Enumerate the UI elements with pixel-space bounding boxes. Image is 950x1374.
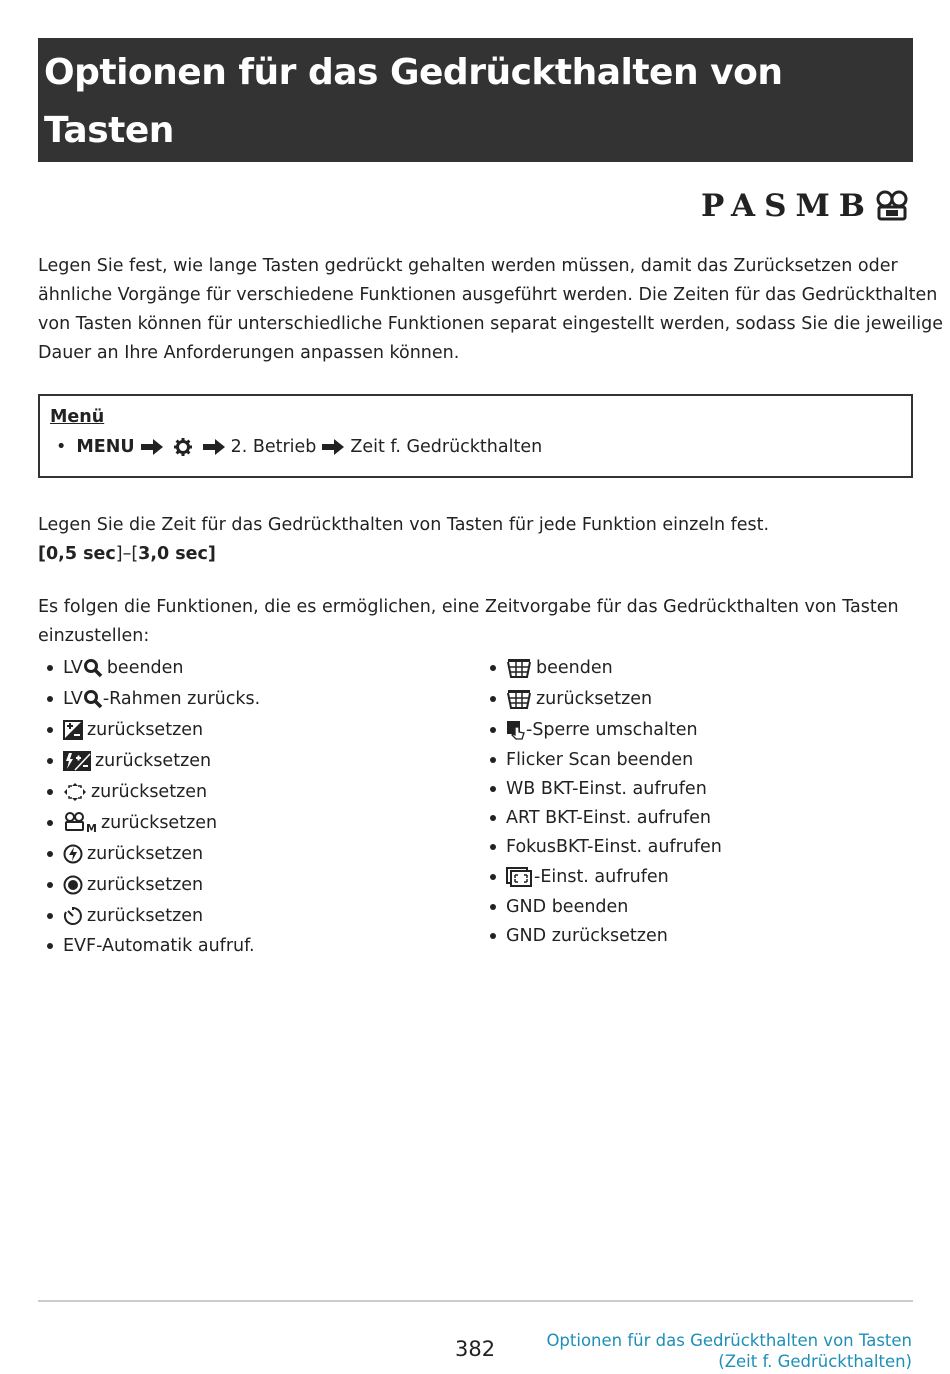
movie-camera-icon <box>874 190 910 222</box>
bullet <box>47 882 53 888</box>
bullet <box>490 815 496 821</box>
self-timer-icon <box>63 906 83 926</box>
list-item <box>38 745 260 776</box>
list-item <box>481 861 722 892</box>
item-text: WB BKT-Einst. aufrufen <box>506 778 707 799</box>
list-item <box>38 838 260 869</box>
list-item <box>38 869 260 900</box>
item-prefix: LV <box>63 657 83 678</box>
list-item <box>481 921 722 950</box>
list-item <box>481 683 722 714</box>
functions-intro <box>38 593 899 651</box>
bullet <box>490 844 496 850</box>
movie-m-icon <box>63 812 101 834</box>
item-text: Flicker Scan beenden <box>506 749 694 770</box>
af-target-icon <box>63 782 87 802</box>
item-text: ART BKT-Einst. aufrufen <box>506 807 712 828</box>
item-text: zurücksetzen <box>87 905 204 926</box>
list-item <box>38 683 260 714</box>
item-text: zurücksetzen <box>95 750 212 771</box>
magnify-icon <box>83 689 103 709</box>
item-text: beenden <box>106 657 184 678</box>
function-list-left <box>38 652 260 960</box>
intro-line: von Tasten können für unterschiedliche Funktionen separat eingestellt werden, sodass Sie die jeweilige <box>38 314 944 334</box>
menu-label: MENU <box>76 437 135 457</box>
item-text: zurücksetzen <box>87 874 204 895</box>
item-text: -Einst. aufrufen <box>534 866 669 887</box>
list-item <box>38 900 260 931</box>
flash-icon <box>63 844 83 864</box>
gear-icon <box>173 437 193 457</box>
item-text: zurücksetzen <box>87 843 204 864</box>
list-item <box>481 803 722 832</box>
bullet <box>490 727 496 733</box>
function-list-right <box>481 652 722 950</box>
functions-intro-line: einzustellen: <box>38 626 150 646</box>
footer-section-link[interactable] <box>546 1330 912 1372</box>
bullet <box>47 758 53 764</box>
bullet <box>490 874 496 880</box>
list-item <box>38 807 260 838</box>
intro-line: Dauer an Ihre Anforderungen anpassen können. <box>38 343 460 363</box>
grid-icon <box>506 689 532 709</box>
arrow-right-icon <box>320 438 346 456</box>
setting-text: Legen Sie die Zeit für das Gedrückthalten von Tasten für jede Funktion einzeln fest. <box>38 515 770 535</box>
bullet <box>490 757 496 763</box>
bullet <box>47 665 53 671</box>
list-item <box>38 931 260 960</box>
bullet <box>490 696 496 702</box>
magnify-icon <box>83 658 103 678</box>
menu-step-2: 2. Betrieb <box>230 437 317 457</box>
bullet <box>490 904 496 910</box>
mode-letters: PASMB <box>700 188 874 224</box>
intro-paragraph <box>38 252 943 368</box>
range-max: 3,0 sec] <box>138 544 216 564</box>
flash-exposure-compensation-icon <box>63 751 91 771</box>
menu-box <box>38 394 913 478</box>
item-text: zurücksetzen <box>101 812 218 833</box>
footer-divider <box>38 1300 913 1302</box>
item-text: EVF-Automatik aufruf. <box>63 935 255 956</box>
grid-icon <box>506 658 532 678</box>
item-text: beenden <box>536 657 613 678</box>
item-prefix: LV <box>63 688 83 709</box>
list-item <box>38 714 260 745</box>
bullet <box>490 786 496 792</box>
svg-text:M: M <box>86 821 97 834</box>
list-item <box>481 892 722 921</box>
list-item <box>481 652 722 683</box>
bullet <box>47 820 53 826</box>
footer-link-line-1[interactable]: Optionen für das Gedrückthalten von Tasten <box>546 1331 912 1350</box>
menu-step-3: Zeit f. Gedrückthalten <box>350 437 543 457</box>
page-number: 382 <box>455 1337 496 1361</box>
footer-link-line-2[interactable]: (Zeit f. Gedrückthalten) <box>718 1352 912 1371</box>
menu-heading: Menü <box>50 407 105 427</box>
menu-path <box>50 432 901 462</box>
bullet <box>47 696 53 702</box>
item-text: GND beenden <box>506 896 629 917</box>
shooting-modes <box>701 188 910 224</box>
bullet <box>47 727 53 733</box>
arrow-right-icon <box>201 438 227 456</box>
item-text: zurücksetzen <box>536 688 653 709</box>
list-item <box>38 776 260 807</box>
intro-line: Legen Sie fest, wie lange Tasten gedrückt gehalten werden müssen, damit das Zurücksetzen oder <box>38 256 898 276</box>
range-separator: ]–[ <box>115 544 139 564</box>
bullet <box>47 913 53 919</box>
item-text: GND zurücksetzen <box>506 925 668 946</box>
item-text: -Sperre umschalten <box>526 719 698 740</box>
bullet <box>490 933 496 939</box>
item-text: zurücksetzen <box>91 781 208 802</box>
frame-icon <box>506 867 532 887</box>
bullet <box>47 789 53 795</box>
metering-icon <box>63 875 83 895</box>
list-item <box>38 652 260 683</box>
setting-paragraph <box>38 511 769 569</box>
list-item <box>481 745 722 774</box>
title-line-1: Optionen für das Gedrückthalten von Tasten <box>44 52 783 151</box>
functions-intro-line: Es folgen die Funktionen, die es ermöglichen, eine Zeitvorgabe für das Gedrückthalten von Tasten <box>38 597 899 617</box>
intro-line: ähnliche Vorgänge für verschiedene Funktionen ausgeführt werden. Die Zeiten für das Gedrückthalten <box>38 285 938 305</box>
setting-range <box>38 540 769 569</box>
arrow-right-icon <box>139 438 165 456</box>
touch-lock-icon <box>506 720 526 740</box>
title-line-2: (Zeit f. Gedrückthalten) <box>44 168 513 209</box>
exposure-compensation-icon <box>63 720 83 740</box>
range-min: [0,5 sec <box>38 544 116 564</box>
bullet <box>47 851 53 857</box>
bullet <box>490 665 496 671</box>
item-text: FokusBKT-Einst. aufrufen <box>506 836 722 857</box>
list-item <box>481 832 722 861</box>
list-item <box>481 774 722 803</box>
bullet <box>47 943 53 949</box>
list-item <box>481 714 722 745</box>
item-text: -Rahmen zurücks. <box>102 688 261 709</box>
bullet: • <box>56 437 67 457</box>
item-text: zurücksetzen <box>87 719 204 740</box>
